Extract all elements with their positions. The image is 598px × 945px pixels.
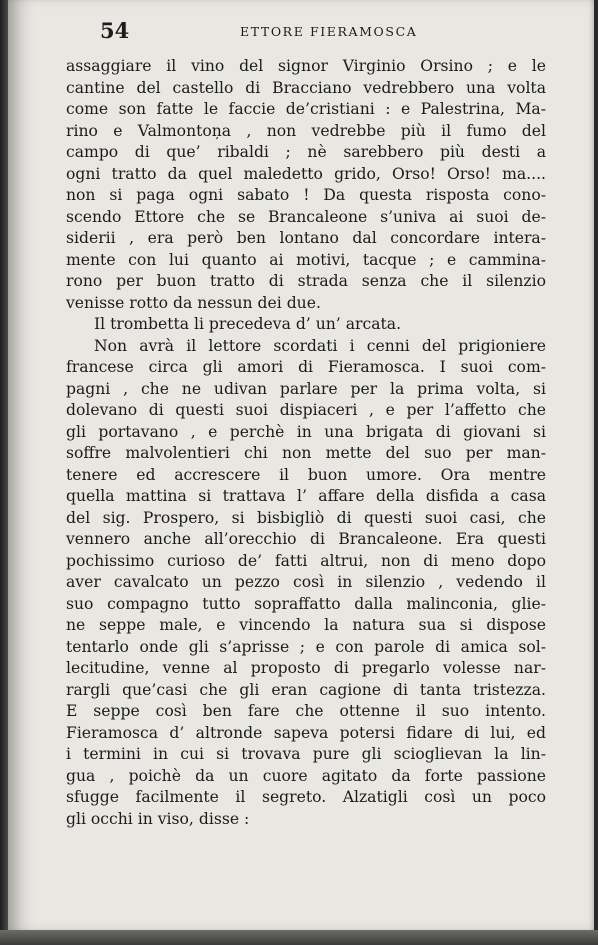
text-line: non si paga ogni sabato ! Da questa risposta cono- [66,186,546,204]
text-line: sfugge facilmente il segreto. Alzatigli così un poco [66,788,546,806]
book-page [8,0,594,930]
text-line: scendo Ettore che se Brancaleone s’univa ai suoi de- [66,207,546,226]
text-line: siderii , era però ben lontano dal concordare intera- [66,229,546,247]
text-line: del sig. Prospero, si bisbigliò di questi suoi casi, che [66,508,546,527]
text-line: francese circa gli amori di Fieramosca. I suoi com- [66,358,546,376]
text-line: dolevano di questi suoi dispiaceri , e per l’affetto che [66,401,546,419]
text-line: i termini in cui si trovava pure gli scioglievan la lin- [66,745,546,763]
text-line: quella mattina si trattava l’ affare della disfida a casa [66,487,546,505]
text-line: Il trombetta li precedeva d’ un’ arcata. [94,315,402,333]
text-line: Non avrà il lettore scordati i cenni del prigioniere [94,336,546,355]
book-spine-shadow [0,0,8,945]
text-line: gli occhi in viso, disse : [66,809,250,828]
text-line: tenere ed accrescere il buon umore. Ora mentre [66,465,546,484]
text-line: cantine del castello di Bracciano vedrebbero una volta [66,78,546,97]
text-line: aver cavalcato un pezzo così in silenzio , vedendo il [66,573,546,591]
page-number: 54 [100,18,130,43]
text-line: suo compagno tutto sopraffatto dalla malinconia, glie- [66,594,546,613]
text-line: ogni tratto da quel maledetto grido, Orso! Orso! ma.... [66,164,546,183]
text-line: Fieramosca d’ altronde sapeva potersi fidare di lui, ed [66,723,546,742]
text-line: rono per buon tratto di strada senza che il silenzio [66,272,546,290]
text-line: rargli que’casi che gli eran cagione di tanta tristezza. [66,680,546,699]
text-line: come son fatte le faccie de’cristiani : e Palestrina, Ma- [66,100,546,118]
text-line: campo di que’ ribaldi ; nè sarebbero più desti a [66,143,546,161]
body-text [66,56,546,830]
text-line: soffre malvolentieri chi non mette del suo per man- [66,444,546,462]
page-header [92,16,566,44]
text-line: lecitudine, venne al proposto di pregarlo volesse nar- [66,659,546,677]
page-bottom-edge [0,930,598,945]
text-line: vennero anche all’orecchio di Brancaleone. Era questi [66,530,546,548]
text-line: ne seppe male, e vincendo la natura sua si dispose [66,616,546,634]
text-line: pagni , che ne udivan parlare per la prima volta, si [66,379,546,398]
text-line: E seppe così ben fare che ottenne il suo intento. [66,702,546,720]
text-line: gli portavano , e perchè in una brigata di giovani si [66,422,546,441]
text-line: pochissimo curioso de’ fatti altrui, non di meno dopo [66,551,546,570]
text-line: tentarlo onde gli s’aprisse ; e con parole di amica sol- [66,637,546,656]
text-line: assaggiare il vino del signor Virginio Orsino ; e le [66,57,546,75]
running-title: ETTORE FIERAMOSCA [240,24,418,39]
text-line: mente con lui quanto ai motivi, tacque ; e camminа- [66,250,546,269]
text-line: venisse rotto da nessun dei due. [66,293,321,312]
text-line: gua , poichè da un cuore agitato da forte passione [66,766,546,785]
text-line: rino e Valmontoņa , non vedrebbe più il fumo del [66,121,546,140]
